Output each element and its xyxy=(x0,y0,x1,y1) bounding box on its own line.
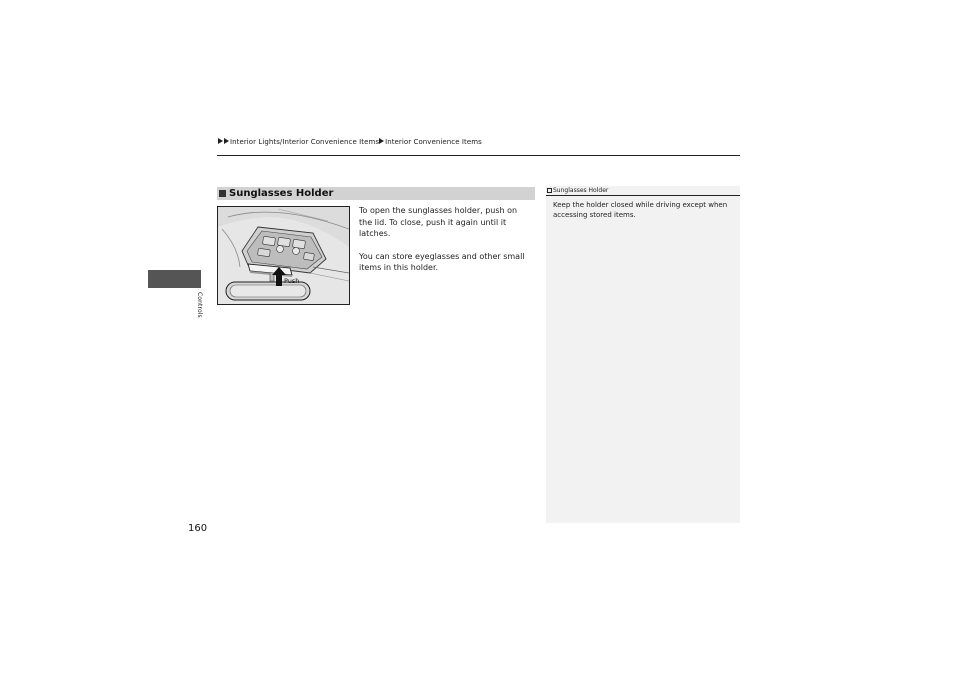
note-title[interactable]: Sunglasses Holder xyxy=(553,187,609,194)
breadcrumb-arrow-icon xyxy=(379,138,384,144)
note-box-icon xyxy=(547,188,552,193)
breadcrumb-arrow-icon xyxy=(218,138,223,144)
chapter-tab-label: Controls xyxy=(196,292,203,318)
page-number: 160 xyxy=(188,523,208,534)
paragraph: You can store eyeglasses and other small items in this holder. xyxy=(359,251,525,272)
sunglasses-holder-illustration xyxy=(217,206,350,305)
section-header xyxy=(217,187,535,200)
note-text: Keep the holder closed while driving except when accessing stored items. xyxy=(553,201,728,219)
overhead-console-drawing xyxy=(218,207,349,304)
header-rule xyxy=(217,155,740,156)
push-callout: Push xyxy=(284,277,300,285)
section-body xyxy=(359,205,531,285)
breadcrumb xyxy=(218,138,482,146)
note-header xyxy=(546,186,740,196)
section-square-icon xyxy=(219,190,226,197)
chapter-tab[interactable] xyxy=(148,270,201,288)
note-panel xyxy=(546,186,740,523)
breadcrumb-item[interactable]: Interior Lights/Interior Convenience Items xyxy=(230,138,380,146)
paragraph: To open the sunglasses holder, push on the lid. To close, push it again until it latches. xyxy=(359,206,518,238)
section-title: Sunglasses Holder xyxy=(229,188,334,199)
breadcrumb-item[interactable]: Interior Convenience Items xyxy=(385,138,482,146)
breadcrumb-arrow-icon xyxy=(224,138,229,144)
